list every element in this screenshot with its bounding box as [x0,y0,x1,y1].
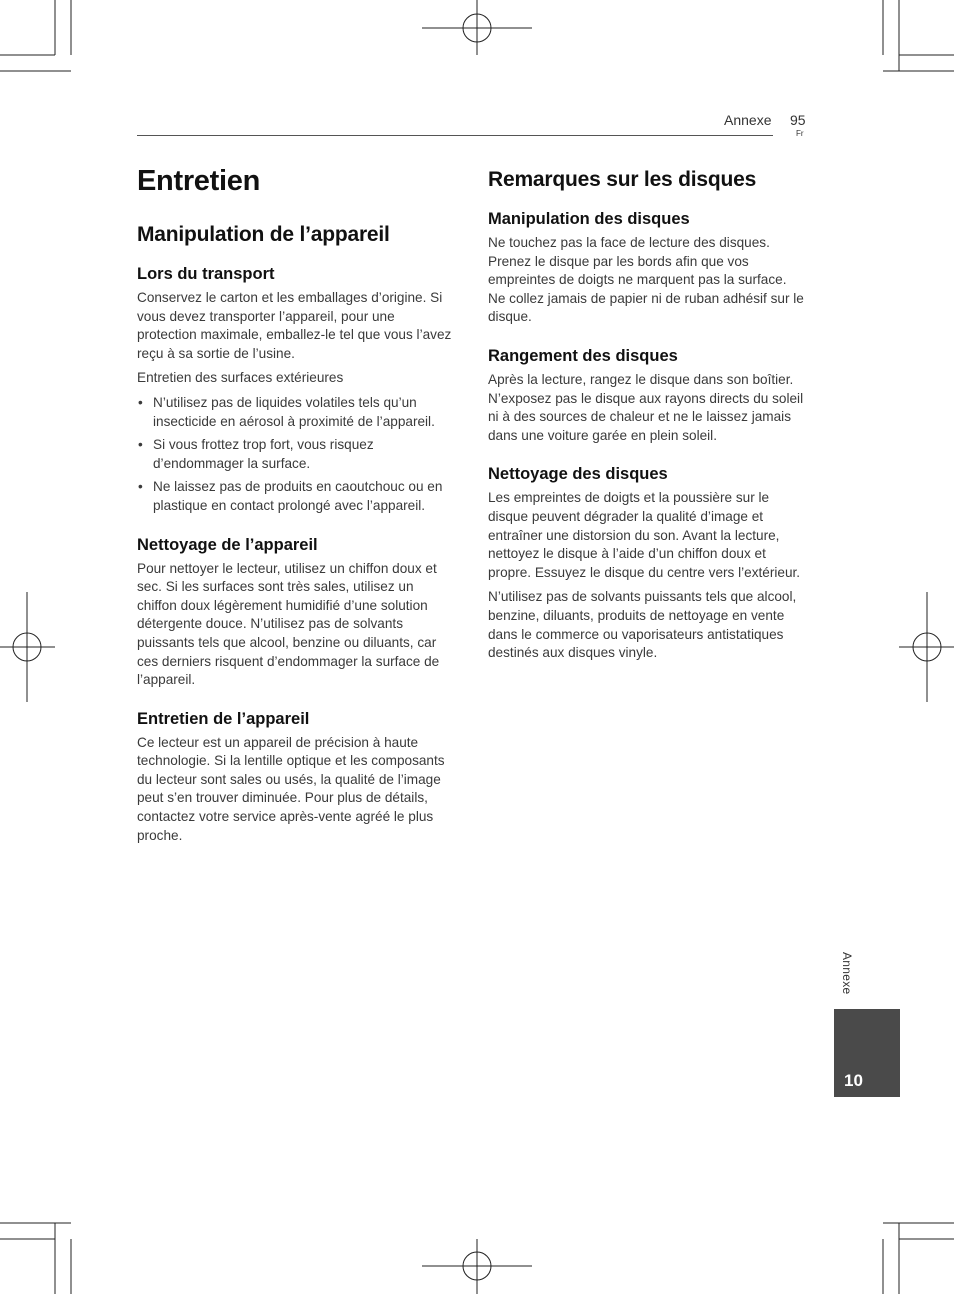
maintenance-block [137,708,455,846]
list-item: • N’utilisez pas de liquides volatiles tels qu’un insecticide en aérosol à proximité de l’appareil. [137,394,455,431]
chapter-number: 10 [844,1071,863,1090]
list-item: • Si vous frottez trop fort, vous risquez d’endommager la surface. [137,436,455,473]
maintenance-text: Ce lecteur est un appareil de précision à haute technologie. Si la lentille optique et les composants du lecteur sont sales ou usés, la qualité de l’image peut s’en trouver diminuée. Pour plus de détails, contactez votre service après-vente agréé le plus proche. [137,734,445,843]
surfaces-subtitle: Entretien des surfaces extérieures [137,370,344,386]
cleaning-text: Pour nettoyer le lecteur, utilisez un chiffon doux et sec. Si les surfaces sont très sales, utilisez un chiffon doux légèrement humidifié d’une solution détergente douce. N’utilisez pas de solvants puissants tels que alcool, benzine ou diluants, car ces derniers risquent d’endommager la surface de l’appareil. [137,560,440,688]
disc-handling-block [488,208,806,327]
side-tab-label: Annexe [840,952,854,995]
disc-cleaning-block [488,463,806,662]
header-rule [137,135,773,136]
language-code: Fr [796,129,804,138]
page-number: 95 [790,112,806,128]
transport-block [137,263,455,516]
transport-title: Lors du transport [137,265,275,283]
disc-handling-text: Ne touchez pas la face de lecture des disques. Prenez le disque par les bords afin que vos empreintes de doigts ne marquent pas la surface. Ne collez jamais de papier ni de ruban adhésif sur le disque. [488,235,804,325]
disc-storage-title: Rangement des disques [488,346,678,365]
right-column [488,166,806,681]
header-section: Annexe [724,112,772,128]
section-heading-appareil: Manipulation de l’appareil [137,223,390,246]
disc-cleaning-title: Nettoyage des disques [488,465,668,484]
cleaning-block [137,534,455,690]
disc-storage-text: Après la lecture, rangez le disque dans son boîtier. N’exposez pas le disque aux rayons directs du soleil ni à des sources de chaleur et ne le laissez jamais dans une voiture garée en plein soleil. [488,371,804,443]
disc-cleaning-text-2: N’utilisez pas de solvants puissants tels que alcool, benzine, diluants, produits de nettoyage en vente dans le commerce ou vaporisateurs antistatiques destinés aux disques vinyle. [488,589,797,661]
disc-handling-title: Manipulation des disques [488,210,690,228]
section-heading-disques: Remarques sur les disques [488,168,757,191]
surfaces-list [137,394,455,516]
chapter-tab [834,1009,900,1097]
list-item: • Ne laissez pas de produits en caoutchouc ou en plastique en contact prolongé avec l’appareil. [137,478,455,515]
maintenance-title: Entretien de l’appareil [137,709,310,728]
cleaning-title: Nettoyage de l’appareil [137,535,318,554]
disc-cleaning-text-1: Les empreintes de doigts et la poussière sur le disque peuvent dégrader la qualité d’image et entraîner une distorsion du son. Avant la lecture, nettoyez le disque à l’aide d’un chiffon doux et propre. Essuyez le disque du centre vers l’extérieur. [488,490,801,580]
transport-text: Conservez le carton et les emballages d’origine. Si vous devez transporter l’appareil, pour une protection maximale, emballez-le tel que vous l’avez reçu à sa sortie de l’usine. [137,290,452,361]
left-column [137,163,455,863]
page-title: Entretien [137,165,260,197]
disc-storage-block [488,345,806,445]
